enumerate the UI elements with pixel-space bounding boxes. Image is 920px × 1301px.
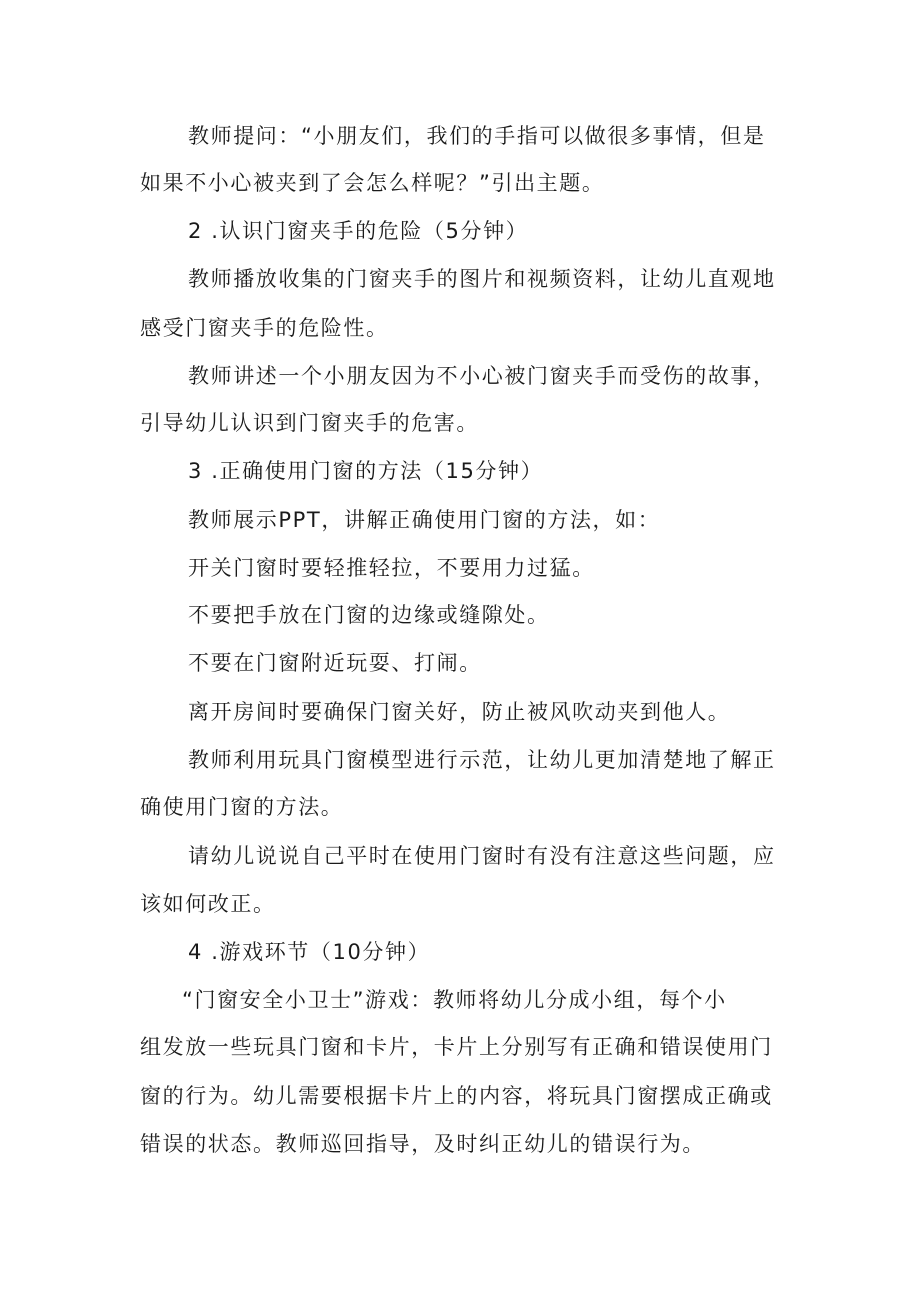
paragraph-line: 教师讲述一个小朋友因为不小心被门窗夹手而受伤的故事， [188, 364, 776, 388]
paragraph-line: 确使用门窗的方法。 [140, 795, 344, 819]
section-heading: 4 .游戏环节（10分钟） [188, 940, 431, 964]
paragraph-line: 教师展示PPT，讲解正确使用门窗的方法，如： [188, 508, 661, 532]
paragraph-line: 错误的状态。教师巡回指导，及时纠正幼儿的错误行为。 [140, 1132, 705, 1156]
paragraph-line: 如果不小心被夹到了会怎么样呢？”引出主题。 [140, 171, 605, 195]
list-item: 开关门窗时要轻推轻拉，不要用力过猛。 [188, 556, 595, 580]
paragraph-line: 窗的行为。幼儿需要根据卡片上的内容，将玩具门窗摆成正确或 [140, 1084, 773, 1108]
paragraph-line: 感受门窗夹手的危险性。 [140, 316, 389, 340]
paragraph-line: 教师利用玩具门窗模型进行示范，让幼儿更加清楚地了解正 [188, 748, 776, 772]
paragraph-line: 教师提问：“小朋友们，我们的手指可以做很多事情，但是 [188, 124, 766, 148]
section-heading: 2 .认识门窗夹手的危险（5分钟） [188, 219, 529, 243]
paragraph-line: 该如何改正。 [140, 892, 276, 916]
section-heading: 3 .正确使用门窗的方法（15分钟） [188, 459, 544, 483]
list-item: 不要在门窗附近玩耍、打闹。 [188, 651, 482, 675]
paragraph-line: 请幼儿说说自己平时在使用门窗时有没有注意这些问题，应 [188, 844, 776, 868]
list-item: 离开房间时要确保门窗关好，防止被风吹动夹到他人。 [188, 700, 731, 724]
paragraph-line: 教师播放收集的门窗夹手的图片和视频资料，让幼儿直观地 [188, 267, 776, 291]
paragraph-line: “门窗安全小卫士”游戏：教师将幼儿分成小组，每个小 [182, 988, 727, 1012]
paragraph-line: 组发放一些玩具门窗和卡片，卡片上分别写有正确和错误使用门 [140, 1035, 773, 1059]
list-item: 不要把手放在门窗的边缘或缝隙处。 [188, 603, 550, 627]
paragraph-line: 引导幼儿认识到门窗夹手的危害。 [140, 411, 479, 435]
